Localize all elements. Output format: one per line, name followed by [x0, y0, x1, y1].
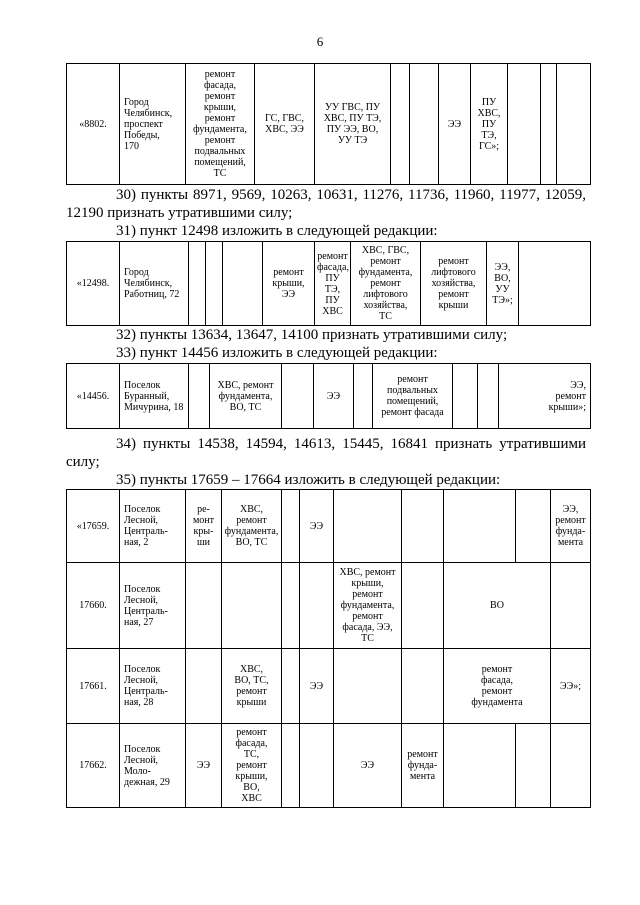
cell-text-line: лифтового [363, 289, 408, 300]
cell-text-line: дежная, 29 [124, 776, 170, 788]
paragraph-word: 14538, [197, 436, 239, 452]
cell-text-line: кры- [193, 526, 214, 537]
cell-text-line: ХВС, ЭЭ [265, 124, 304, 135]
paragraph-word: 11736, [408, 187, 449, 203]
work-cell [551, 490, 591, 563]
work-cell [334, 563, 402, 649]
cell-text-line: ПУ [325, 294, 340, 306]
work-cell [551, 649, 591, 724]
cell-text-line: хозяйства, [363, 300, 408, 311]
cell-text-line: ТЭ»; [492, 294, 513, 306]
paragraph-word: 10263, [270, 187, 312, 203]
paragraph-35: 35) пункты 17659 – 17664 изложить в следующей редакции: [116, 472, 501, 488]
cell-text-line: ши [196, 537, 211, 548]
empty-cell [300, 563, 334, 649]
cell-text-line: ХВС [241, 793, 262, 804]
cell-text-line: ПУ ЭЭ, ВО, [326, 124, 379, 135]
cell-text-line: Поселок [124, 583, 161, 595]
cell-text-line: ТЭ, [481, 129, 497, 141]
table-item-12498 [66, 241, 591, 326]
cell-text-line: ХВС, ремонт [217, 379, 274, 391]
cell-text-line: ЭЭ [281, 289, 296, 300]
cell-text-line: Челябинск, [124, 278, 173, 289]
work-cell [186, 724, 222, 808]
item-number: «17659. [67, 490, 120, 563]
cell-text-line: фундамента, [358, 267, 413, 278]
work-cell [334, 490, 402, 563]
work-cell [439, 64, 471, 185]
cell-text-line: Лесной, [124, 675, 159, 686]
work-cell [444, 563, 551, 649]
work-cell [334, 724, 402, 808]
cell-text-line: Челябинск, [124, 107, 173, 119]
empty-cell [282, 724, 300, 808]
cell-text-line: ГС»; [478, 140, 500, 152]
cell-text-line: мента [557, 537, 584, 548]
cell-text-line: фундамента [471, 697, 523, 708]
work-cell [499, 364, 591, 429]
paragraph-30-line2: 12190 признать утратившими силу; [66, 205, 293, 221]
cell-text-line: УУ ГВС, ПУ [324, 102, 381, 113]
cell-text-line: фундамента, [193, 124, 247, 135]
cell-text-line: фасада, [317, 261, 349, 273]
cell-text-line: ре- [197, 504, 210, 515]
cell-text-line: Мичурина, 18 [124, 401, 184, 413]
cell-text-line: ХВС, ГВС, [361, 245, 410, 256]
address-cell [120, 490, 186, 563]
work-cell [402, 724, 444, 808]
cell-text-line: Лесной, [124, 594, 159, 606]
work-cell [222, 649, 282, 724]
table-item-8802 [66, 63, 591, 185]
cell-text-line: хозяйства, [431, 278, 476, 289]
work-cell [186, 64, 255, 185]
empty-cell [391, 64, 410, 185]
cell-text-line: Город [124, 96, 149, 108]
cell-text-line: ремонт [481, 686, 513, 697]
cell-text-line: ТС, [243, 749, 260, 760]
cell-text-line: ХВС, ПУ ТЭ, [323, 113, 382, 124]
cell-text-line: крыши, [351, 578, 384, 589]
cell-text-line: Город [124, 267, 149, 278]
work-cell [487, 242, 519, 326]
cell-text-line: ХВС, [239, 664, 264, 675]
paragraph-34-line2: силу; [66, 454, 100, 470]
cell-text-line: ЭЭ [309, 520, 324, 532]
cell-text-line: ЭЭ [326, 390, 341, 402]
work-cell [402, 490, 444, 563]
paragraph-word: 9569, [231, 187, 266, 203]
empty-cell [186, 649, 222, 724]
empty-cell [508, 64, 541, 185]
work-cell [373, 364, 453, 429]
empty-cell [551, 563, 591, 649]
empty-cell [282, 649, 300, 724]
paragraph-word: пункты [143, 436, 191, 452]
empty-cell [222, 563, 282, 649]
paragraph-34-line1 [116, 436, 586, 453]
paragraph-word: 11276, [362, 187, 404, 203]
cell-text-line: фундамента, [218, 390, 273, 402]
work-cell [421, 242, 487, 326]
cell-text-line: ная, 2 [124, 537, 149, 548]
cell-text-line: фасада, [204, 80, 236, 91]
cell-text-line: фасада, [481, 675, 513, 686]
cell-text-line: помещений, [386, 396, 439, 407]
empty-cell [519, 242, 591, 326]
empty-cell [189, 364, 210, 429]
cell-text-line: ВО, ТС [235, 537, 268, 548]
work-cell [351, 242, 421, 326]
cell-text-line: ГС, ГВС, [265, 113, 304, 124]
empty-cell [516, 724, 551, 808]
work-cell [255, 64, 315, 185]
paragraph-31: 31) пункт 12498 изложить в следующей редакции: [116, 223, 438, 239]
paragraph-word: 11977, [499, 187, 540, 203]
cell-text-line: УУ [495, 283, 510, 295]
cell-text-line: ЭЭ, [494, 261, 511, 273]
empty-cell [541, 64, 557, 185]
paragraph-word: признать [435, 436, 493, 452]
item-number: «14456. [67, 364, 120, 429]
cell-text-line: фунда- [555, 526, 586, 537]
address-cell [120, 563, 186, 649]
address-cell [120, 364, 189, 429]
cell-text-line: ЭЭ [196, 760, 211, 771]
cell-text-line: Централь- [124, 526, 168, 537]
cell-text-line: монт [192, 515, 215, 526]
cell-text-line: крыши, [203, 102, 237, 113]
paragraph-word: утратившими [499, 436, 586, 452]
cell-text-line: ремонт [204, 135, 236, 146]
empty-cell [402, 649, 444, 724]
cell-text-line: ЭЭ [360, 760, 375, 771]
cell-text-line: помещений, [194, 157, 246, 168]
work-cell [222, 490, 282, 563]
cell-text-line: ПУ [325, 272, 340, 284]
cell-text-line: ПУ [481, 96, 497, 108]
empty-cell [206, 242, 223, 326]
address-cell [120, 242, 189, 326]
cell-text-line: крыши [236, 697, 267, 708]
cell-text-line: Буранный, [124, 390, 170, 402]
empty-cell [223, 242, 263, 326]
cell-text-line: ХВС, [239, 504, 264, 515]
cell-text-line: ремонт [555, 390, 586, 402]
cell-text-line: подвальных [194, 146, 246, 157]
empty-cell [186, 563, 222, 649]
empty-cell [354, 364, 373, 429]
paragraph-32: 32) пункты 13634, 13647, 14100 признать утратившими силу; [116, 327, 508, 343]
paragraph-word: 10631, [316, 187, 358, 203]
cell-text-line: Поселок [124, 379, 161, 391]
cell-text-line: подвальных [387, 385, 438, 396]
work-cell [315, 64, 391, 185]
cell-text-line: ремонт [407, 749, 438, 760]
paragraph-word: 15445, [342, 436, 384, 452]
paragraph-word: 8971, [193, 187, 227, 203]
paragraph-word: 30) [116, 187, 136, 203]
paragraph-word: 14613, [293, 436, 336, 452]
cell-text-line: ремонт [317, 250, 348, 262]
empty-cell [282, 364, 314, 429]
cell-text-line: Моло- [124, 765, 151, 777]
cell-text-line: ХВС, [477, 107, 501, 119]
cell-text-line: ремонт [236, 727, 267, 738]
work-cell [300, 490, 334, 563]
cell-text-line: ремонт [397, 374, 428, 385]
item-number: «8802. [67, 64, 120, 185]
cell-text-line: ремонт [555, 515, 586, 526]
item-number: 17661. [67, 649, 120, 724]
paragraph-word: 16841 [390, 436, 428, 452]
work-cell [444, 490, 516, 563]
address-cell [120, 724, 186, 808]
cell-text-line: ремонт [352, 611, 383, 622]
table-items-17659-17662 [66, 489, 591, 808]
cell-text-line: крыши»; [548, 401, 586, 413]
empty-cell [478, 364, 499, 429]
address-cell [120, 64, 186, 185]
empty-cell [189, 242, 206, 326]
cell-text-line: Централь- [124, 686, 168, 697]
cell-text-line: Лесной, [124, 515, 159, 526]
paragraph-30-line1 [116, 187, 586, 204]
work-cell [471, 64, 508, 185]
address-cell [120, 649, 186, 724]
cell-text-line: ТС [213, 168, 227, 179]
cell-text-line: ремонт [204, 69, 236, 80]
cell-text-line: крыши, [235, 771, 268, 782]
cell-text-line: ремонт [236, 686, 267, 697]
paragraph-word: пункты [140, 187, 189, 203]
cell-text-line: ная, 28 [124, 697, 154, 708]
cell-text-line: ремонт [481, 664, 513, 675]
cell-text-line: ВО, ТС [229, 401, 262, 413]
cell-text-line: ная, 27 [124, 616, 154, 628]
cell-text-line: проспект [124, 118, 163, 130]
empty-cell [402, 563, 444, 649]
item-number: 17662. [67, 724, 120, 808]
cell-text-line: ремонт [236, 515, 267, 526]
cell-text-line: ЭЭ [309, 680, 324, 692]
table-item-14456 [66, 363, 591, 429]
empty-cell [557, 64, 591, 185]
cell-text-line: ремонт [370, 278, 401, 289]
cell-text-line: фундамента, [340, 600, 395, 611]
paragraph-word: 14594, [245, 436, 287, 452]
work-cell [315, 242, 351, 326]
empty-cell [453, 364, 478, 429]
cell-text-line: ПУ [481, 118, 497, 130]
cell-text-line: Поселок [124, 504, 161, 515]
cell-text-line: ВО, ТС, [234, 675, 269, 686]
cell-text-line: мента [409, 771, 436, 782]
cell-text-line: Поселок [124, 743, 161, 755]
cell-text-line: фасада, [235, 738, 268, 749]
page-number: 6 [316, 34, 324, 49]
cell-text-line: ремонт [438, 256, 469, 267]
paragraph-word: 11960, [453, 187, 495, 203]
work-cell [314, 364, 354, 429]
work-cell [222, 724, 282, 808]
paragraph-33: 33) пункт 14456 изложить в следующей редакции: [116, 345, 438, 361]
cell-text-line: ХВС, ремонт [339, 567, 396, 578]
cell-text-line: ремонт [236, 760, 267, 771]
item-number: «12498. [67, 242, 120, 326]
cell-text-line: ВО, [243, 782, 260, 793]
empty-cell [516, 490, 551, 563]
empty-cell [300, 724, 334, 808]
empty-cell [410, 64, 439, 185]
cell-text-line: 170 [124, 140, 139, 152]
cell-text-line: Победы, [124, 129, 160, 141]
cell-text-line: ремонт [273, 267, 304, 278]
cell-text-line: ремонт [204, 91, 236, 102]
empty-cell [551, 724, 591, 808]
cell-text-line: ВО [490, 600, 504, 611]
cell-text-line: Работниц, 72 [124, 289, 180, 300]
work-cell [263, 242, 315, 326]
paragraph-word: 34) [116, 436, 136, 452]
cell-text-line: фасада, ЭЭ, [342, 622, 393, 633]
cell-text-line: Лесной, [124, 754, 159, 766]
paragraph-word: 12059, [544, 187, 586, 203]
cell-text-line: ТС [361, 633, 374, 644]
work-cell [300, 649, 334, 724]
empty-cell [334, 649, 402, 724]
cell-text-line: ЭЭ, [562, 504, 579, 515]
cell-text-line: фунда- [407, 760, 438, 771]
cell-text-line: ХВС [322, 305, 343, 317]
cell-text-line: Централь- [124, 605, 168, 617]
cell-text-line: ремонт [204, 113, 236, 124]
empty-cell [282, 563, 300, 649]
work-cell [186, 490, 222, 563]
cell-text-line: ремонт фасада [381, 407, 444, 418]
cell-text-line: ЭЭ [447, 118, 462, 130]
empty-cell [444, 724, 516, 808]
cell-text-line: крыши, [272, 278, 305, 289]
cell-text-line: ВО, [494, 272, 511, 284]
cell-text-line: ТЭ, [324, 283, 341, 295]
cell-text-line: крыши [438, 300, 469, 311]
cell-text-line: УУ ТЭ [337, 135, 368, 146]
cell-text-line: ремонт [352, 589, 383, 600]
empty-cell [282, 490, 300, 563]
cell-text-line: ремонт [370, 256, 401, 267]
cell-text-line: ТС [379, 311, 392, 322]
item-number: 17660. [67, 563, 120, 649]
cell-text-line: лифтового [431, 267, 476, 278]
cell-text-line: ЭЭ»; [560, 680, 581, 692]
cell-text-line: ремонт [438, 289, 469, 300]
work-cell [444, 649, 551, 724]
cell-text-line: фундамента, [224, 526, 279, 537]
cell-text-line: Поселок [124, 664, 161, 675]
cell-text-line: ЭЭ, [570, 379, 586, 391]
work-cell [210, 364, 282, 429]
